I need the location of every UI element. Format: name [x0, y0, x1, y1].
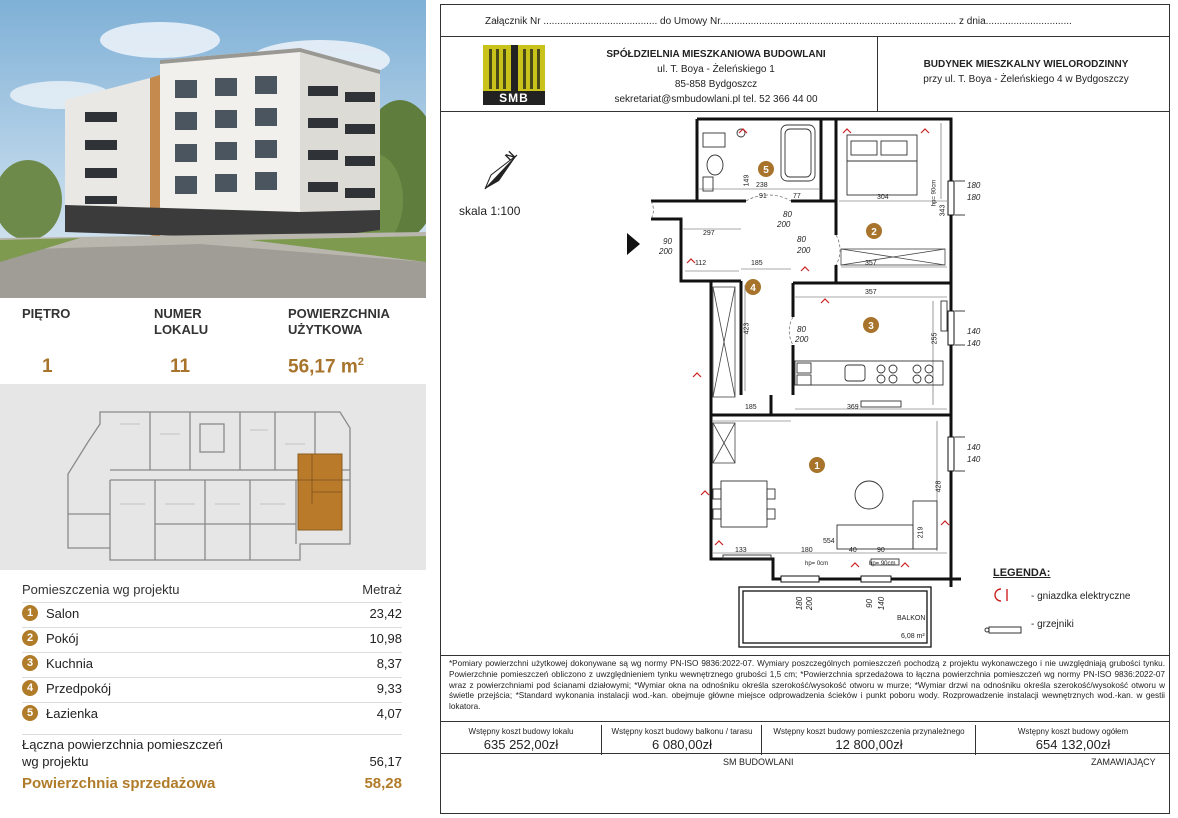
rooms-header-area: Metraż [362, 582, 402, 597]
room-area: 8,37 [376, 656, 402, 671]
dim-label: 297 [703, 230, 715, 237]
signature-developer: SM BUDOWLANI [723, 757, 794, 767]
usable-area-value [288, 356, 364, 378]
window-dim: 140 [967, 327, 981, 336]
cost-total [975, 725, 1170, 755]
window-dim: 180 [967, 181, 981, 190]
dim-label: 185 [745, 404, 757, 411]
door-dim: 80 [797, 325, 806, 334]
balcony-door-dim: 200 [805, 596, 815, 611]
dim-label: 91 [759, 193, 767, 200]
dim-label: 149 [743, 174, 751, 187]
room-area: 10,98 [369, 631, 402, 646]
door-dim: 90 [663, 237, 672, 246]
usable-area-label-line1: POWIERZCHNIA [288, 306, 390, 321]
cost-label: Wstępny koszt budowy balkonu / tarasu [611, 727, 753, 736]
floor-label: PIĘTRO [22, 306, 71, 321]
rooms-table-header [22, 582, 402, 597]
balcony-window-dim: 140 [877, 596, 887, 611]
room-row [22, 602, 402, 623]
window-dim: 140 [967, 443, 981, 452]
rooms-table [0, 570, 426, 818]
cost-value: 12 800,00zł [835, 737, 903, 752]
dim-label: 238 [756, 182, 768, 189]
balcony-door-dim: 180 [795, 596, 805, 611]
door-dim: 200 [795, 335, 809, 344]
room-row [22, 627, 402, 648]
unit-number-label [154, 306, 208, 338]
dim-label: 90 [877, 547, 885, 554]
usable-area-unit-sup: 2 [357, 356, 364, 368]
building-title: BUDYNEK MIESZKALNY WIELORODZINNY [923, 59, 1129, 70]
dim-label: 369 [847, 404, 859, 411]
building-render [0, 0, 426, 298]
dim-label: 554 [823, 538, 835, 545]
notes-divider [441, 655, 1169, 656]
sales-area [22, 775, 402, 792]
dim-label: 133 [735, 547, 747, 554]
dim-label: 180 [801, 547, 813, 554]
room-number-badge: 3 [22, 655, 38, 671]
room-number-badge: 4 [22, 680, 38, 696]
room-row [22, 702, 402, 723]
cooperative-address-2: 85-858 Bydgoszcz [674, 79, 758, 90]
total-area-label-line1: Łączna powierzchnia pomieszczeń [22, 737, 223, 752]
sales-area-value: 58,28 [364, 775, 402, 792]
door-dim: 200 [659, 247, 673, 256]
dim-label: 343 [939, 204, 947, 217]
cost-value: 654 132,00zł [1035, 737, 1111, 752]
rooms-header-label: Pomieszczenia wg projektu [22, 582, 180, 597]
svg-text:5: 5 [763, 165, 769, 176]
cost-value: 6 080,00zł [652, 737, 712, 752]
dim-label: 185 [751, 260, 763, 267]
sill-height: hp= 0cm [805, 561, 829, 567]
unit-number-label-line1: NUMER [154, 306, 202, 321]
cost-label: Wstępny koszt budowy pomieszczenia przynależnego [773, 727, 965, 736]
dim-label: 77 [793, 193, 801, 200]
room-name: Przedpokój [46, 681, 112, 696]
window-dim: 140 [967, 455, 981, 464]
room-area: 23,42 [369, 606, 402, 621]
cost-label: Wstępny koszt budowy lokalu [468, 727, 574, 736]
usable-area-label [288, 306, 390, 338]
cooperative-name: SPÓŁDZIELNIA MIESZKANIOWA BUDOWLANI [606, 49, 826, 60]
svg-text:N: N [503, 149, 518, 164]
room-number-badge: 5 [22, 705, 38, 721]
cost-value: 635 252,00zł [483, 737, 559, 752]
dim-label: 40 [849, 547, 857, 554]
door-dim: 200 [777, 220, 791, 229]
room-name: Salon [46, 606, 80, 621]
dim-label: 357 [865, 260, 877, 267]
unit-stats [0, 298, 426, 384]
total-area-value: 56,17 [369, 754, 402, 769]
total-area [22, 734, 402, 770]
key-plan-drawing [0, 384, 426, 570]
building-address: przy ul. T. Boya - Żeleńskiego 4 w Bydgoszczy [923, 74, 1129, 85]
room-name: Łazienka [46, 706, 99, 721]
sales-area-label: Powierzchnia sprzedażowa [22, 775, 216, 792]
cost-label: Wstępny koszt budowy ogółem [1017, 727, 1129, 736]
usable-area-number: 56,17 m [288, 356, 358, 378]
dim-label: 255 [931, 332, 939, 345]
left-panel [0, 0, 426, 818]
sill-height: hp= 90cm [869, 561, 896, 567]
room-name: Pokój [46, 631, 79, 646]
room-row [22, 652, 402, 673]
door-dim: 80 [797, 235, 806, 244]
door-dim: 80 [783, 210, 792, 219]
room-area: 9,33 [376, 681, 402, 696]
usable-area-label-line2: UŻYTKOWA [288, 322, 363, 337]
floor-key-plan [0, 384, 426, 570]
svg-text:3: 3 [868, 321, 874, 332]
signature-client: ZAMAWIAJĄCY [1091, 757, 1156, 767]
cost-storage [761, 725, 976, 755]
annex-line: Załącznik Nr ......................................... do Umowy Nr..................................................................................... z dnia............................... [485, 16, 1072, 27]
costs-divider [441, 721, 1169, 722]
legend [993, 567, 1131, 630]
cost-balcony [601, 725, 762, 755]
cooperative-address-1: ul. T. Boya - Żeleńskiego 1 [657, 64, 775, 75]
floor-plan-sheet [440, 4, 1170, 814]
scale-label: skala 1:100 [459, 204, 521, 218]
dim-label: 219 [917, 526, 925, 539]
legend-radiator-label: - grzejniki [1031, 619, 1074, 630]
room-name: Kuchnia [46, 656, 93, 671]
notes-text: *Pomiary powierzchni użytkowej dokonywane są wg normy PN-ISO 9836:2022-07. Wymiary poszczególnych pomieszczeń pochodzą z projektu wykonawczego i nie uwzględniają grubości tynku. Powierzchnie pomieszczeń obliczono z uwzględnieniem tynku wewnętrznego grubości 1,5 cm; *Powierzchnia sprzedażowa to łączna powierzchnia pomieszczeń wg normy PN-ISO 9836:2022-07 wraz z powierzchniami pod ścianami działowymi; *Wymiar okna na odnośniku określa szerokość/wysokość otworu w murze; *Wymiar drzwi na odnośniku określa szerokość/wysokość otworu w świetle przejścia; *Standard wykonania instalacji wod.-kan. obejmuje główne miejsce odprowadzenia ścieków i punkt poboru wody. Rozprowadzenie instalacji wewnętrznych wod.-kan. w gestii lokatora. [449, 659, 1165, 712]
balcony-label: BALKON [897, 615, 926, 622]
room-row [22, 677, 402, 698]
balcony-window-dim: 90 [864, 599, 874, 608]
window-dim: 140 [967, 339, 981, 348]
window-dim: 180 [967, 193, 981, 202]
legend-title: LEGENDA: [993, 567, 1051, 579]
dim-label: 357 [865, 289, 877, 296]
signature-divider [441, 753, 1169, 754]
room-area: 4,07 [376, 706, 402, 721]
dim-label: 428 [935, 480, 943, 493]
dim-label: 112 [695, 260, 707, 267]
room-number-badge: 2 [22, 630, 38, 646]
balcony-area: 6,08 m² [901, 633, 925, 640]
dim-label: 423 [743, 322, 751, 335]
svg-text:1: 1 [814, 461, 820, 472]
legend-socket-label: - gniazdka elektryczne [1031, 591, 1131, 602]
svg-text:2: 2 [871, 227, 877, 238]
room-number-badge: 1 [22, 605, 38, 621]
total-area-label-line2: wg projektu [22, 754, 89, 769]
floor-value: 1 [42, 356, 53, 377]
unit-number-label-line2: LOKALU [154, 322, 209, 337]
smb-logo-text: SMB [499, 91, 529, 105]
unit-number-value: 11 [170, 356, 191, 377]
svg-text:4: 4 [750, 283, 756, 294]
cost-unit [441, 725, 601, 755]
cooperative-contact: sekretariat@smbudowlani.pl tel. 52 366 44 00 [614, 94, 818, 105]
building-illustration [0, 0, 426, 298]
dim-label: 304 [877, 194, 889, 201]
door-dim: 200 [797, 246, 811, 255]
total-area-line2 [22, 752, 402, 770]
sill-height: hp= 90cm [931, 179, 938, 207]
